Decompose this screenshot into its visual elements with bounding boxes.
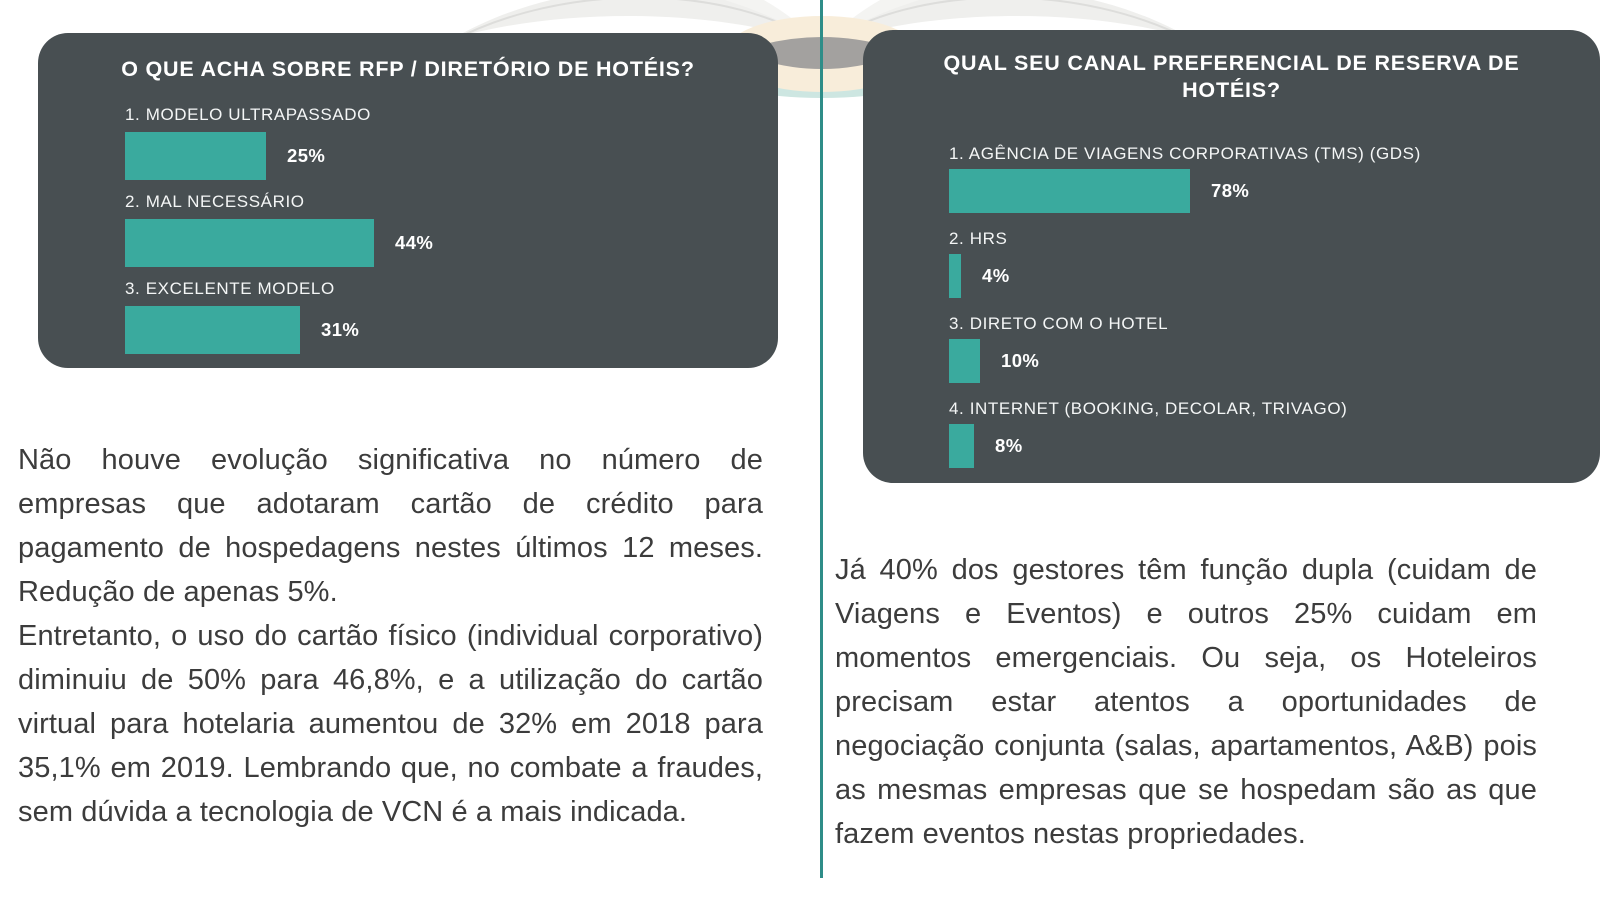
bar-label: 2. HRS [949, 229, 1008, 248]
bar-label: 1. AGÊNCIA DE VIAGENS CORPORATIVAS (TMS) (GDS) [949, 144, 1421, 163]
body-paragraph-left [18, 438, 763, 834]
chart-title: QUAL SEU CANAL PREFERENCIAL DE RESERVA DE HOTÉIS? [943, 51, 1520, 102]
bar-value: 44% [395, 232, 434, 253]
bar [125, 306, 300, 354]
bar-value: 10% [1001, 350, 1040, 371]
chart-title: O QUE ACHA SOBRE RFP / DIRETÓRIO DE HOTÉIS? [121, 57, 695, 81]
survey-panel-canal [863, 30, 1600, 483]
bar-label: 1. MODELO ULTRAPASSADO [125, 105, 371, 124]
bar-value: 78% [1211, 180, 1250, 201]
paragraph: Já 40% dos gestores têm função dupla (cuidam de Viagens e Eventos) e outros 25% cuidam em momentos emergenciais. Ou seja, os Hoteleiros precisam estar atentos a oportunidades de negociação conjunta (salas, apartamentos, A&B) pois as mesmas empresas que se hospedam são as que fazem eventos nestas propriedades. [835, 554, 1537, 850]
bar-value: 31% [321, 319, 360, 340]
bar-row [125, 105, 748, 180]
bar-label: 3. EXCELENTE MODELO [125, 279, 335, 298]
bar-row [949, 144, 1570, 213]
bar-label: 2. MAL NECESSÁRIO [125, 192, 305, 211]
body-paragraph-right [835, 548, 1537, 856]
bar-value: 8% [995, 435, 1023, 456]
bar [949, 254, 961, 298]
bar [949, 169, 1190, 213]
paragraph: Entretanto, o uso do cartão físico (individual corporativo) diminuiu de 50% para 46,8%, e a utilização do cartão virtual para hotelaria aumentou de 32% em 2018 para 35,1% em 2019. Lembrando que, no combate a fraudes, sem dúvida a tecnologia de VCN é a mais indicada. [18, 620, 763, 828]
bar-chart [38, 105, 778, 354]
paragraph: Não houve evolução significativa no número de empresas que adotaram cartão de crédito para pagamento de hospedagens nestes últimos 12 meses. Redução de apenas 5%. [18, 444, 763, 608]
bar-row [949, 399, 1570, 468]
bar-row [949, 314, 1570, 383]
bar-label: 4. INTERNET (BOOKING, DECOLAR, TRIVAGO) [949, 399, 1348, 418]
bar [949, 339, 980, 383]
bar-row [949, 229, 1570, 298]
bar-label: 3. DIRETO COM O HOTEL [949, 314, 1169, 333]
bar [125, 132, 266, 180]
vertical-divider [820, 0, 823, 878]
bar-value: 4% [982, 265, 1010, 286]
bar-chart [863, 144, 1600, 468]
bar [949, 424, 974, 468]
bar-row [125, 192, 748, 267]
bar-row [125, 279, 748, 354]
bar [125, 219, 374, 267]
survey-panel-rfp [38, 33, 778, 368]
bar-value: 25% [287, 145, 326, 166]
